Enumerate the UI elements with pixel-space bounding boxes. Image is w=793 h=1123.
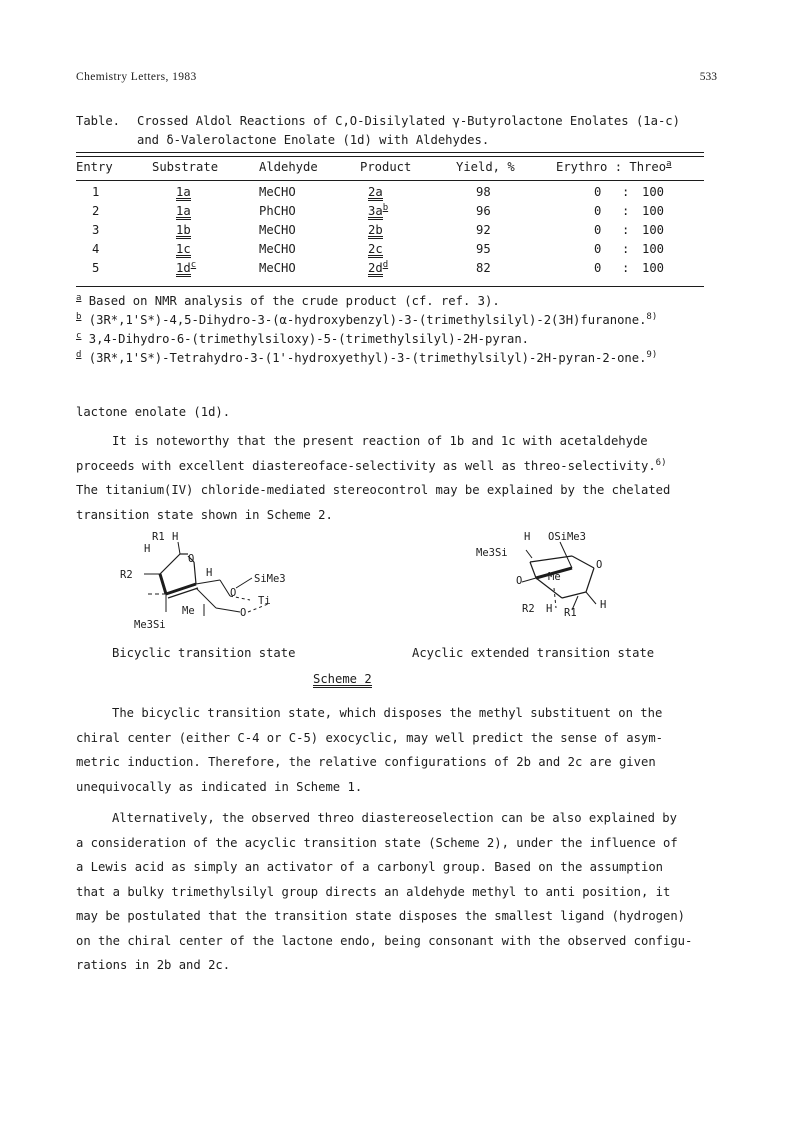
line-text: a consideration of the acyclic transition state (Scheme 2), under the influence of [76,835,678,850]
ratio-separator: : [622,204,630,218]
bicyclic-transition-state-structure [120,528,360,638]
cell-substrate [176,204,191,220]
line-text: It is noteworthy that the present reaction of 1b and 1c with acetaldehyde [112,434,648,448]
ratio-separator: : [622,261,630,275]
lbl-h2: H [546,603,553,615]
text-line [76,478,716,503]
text-line [76,855,716,880]
footnote-text: (3R*,1'S*)-Tetrahydro-3-(1'-hydroxyethyl)-3-(trimethylsilyl)-2H-pyran-2-one. [88,351,647,365]
cell-yield: 96 [476,204,491,218]
lbl-o1: O [230,587,237,599]
text-line [76,726,716,751]
journal-name: Chemistry Letters, 1983 [76,71,197,83]
product-code: 2a [368,185,383,199]
footnote-mark-a: a [666,158,672,169]
cell-entry: 2 [92,204,100,218]
substrate-code: 1c [176,242,191,256]
cell-erythro: 0 [594,242,602,256]
cell-yield: 92 [476,223,491,237]
line-text: on the chiral center of the lactone endo, being consonant with the observed configu- [76,933,693,948]
lbl-r1: R1 [152,531,165,543]
cell-substrate [176,223,191,239]
cell-erythro: 0 [594,261,602,275]
footnote-d [76,351,657,365]
lbl-osime3: OSiMe3 [548,531,586,543]
cell-aldehyde: PhCHO [259,204,296,218]
product-code: 2c [368,242,383,256]
cell-erythro: 0 [594,223,602,237]
lbl-h-mid: H [206,567,213,579]
ratio-separator: : [622,185,630,199]
line-text: The bicyclic transition state, which disposes the methyl substituent on the [112,706,663,720]
substrate-code: 1b [176,223,191,237]
lbl-o-ring-r: O [596,559,603,571]
scheme-title: Scheme 2 [313,672,372,686]
page-number: 533 [699,71,717,83]
line-text: metric induction. Therefore, the relative configurations of 2b and 2c are given [76,755,656,769]
text-line [76,904,716,929]
cell-erythro: 0 [594,204,602,218]
col-substrate: Substrate [152,160,219,174]
cell-entry: 5 [92,261,100,275]
cell-threo: 100 [642,204,665,218]
cell-entry: 3 [92,223,100,237]
cell-substrate [176,261,196,277]
lbl-r2: R2 [120,569,133,581]
lbl-h-top: H [172,531,179,543]
line-text: may be postulated that the transition state disposes the smallest ligand (hydrogen) [76,909,686,923]
footnote-ref: 8) [646,311,658,322]
lbl-o-ring: O [188,553,195,565]
product-code: 3a [368,204,383,218]
lbl-ti: Ti [258,595,271,607]
footnote-mark: a [76,292,82,303]
lbl-h-left: H [144,543,151,555]
cell-yield: 98 [476,185,491,199]
col-entry: Entry [76,160,113,174]
table-label: Table. [76,114,121,128]
cell-product [368,185,383,201]
line-text: The titanium(IV) chloride-mediated stereocontrol may be explained by the chelated [76,483,671,497]
text-line [76,953,716,978]
lbl-me: Me [182,605,195,617]
cell-aldehyde: MeCHO [259,185,296,199]
cell-aldehyde: MeCHO [259,261,296,275]
ratio-separator: : [622,242,630,256]
caption-line-2: and δ-Valerolactone Enolate (1d) with Aldehydes. [137,133,490,147]
footnote-c [76,332,529,346]
text-line [76,831,716,856]
lbl-h3: H [600,599,607,611]
table-header-rule [76,180,704,181]
cell-substrate [176,185,191,201]
text-line [112,806,752,831]
table-row [76,242,704,261]
cell-product [368,223,383,239]
cell-product [368,261,388,277]
cell-threo: 100 [642,185,665,199]
text-line [112,701,752,726]
left-scheme-caption: Bicyclic transition state [112,646,296,660]
cell-product [368,204,388,220]
line-text: unequivocally as indicated in Scheme 1. [76,779,363,794]
lbl-me3si-r: Me3Si [476,547,508,559]
cell-product [368,242,383,258]
table-row [76,185,704,204]
acyclic-transition-state-structure [476,528,656,628]
table-row [76,204,704,223]
cell-entry: 4 [92,242,100,256]
table-top-rule [76,152,704,153]
cell-aldehyde: MeCHO [259,223,296,237]
substrate-code: 1a [176,204,191,218]
footnote-mark: b [76,311,82,322]
text-line [112,429,752,454]
substrate-code: 1a [176,185,191,199]
footnote-text: (3R*,1'S*)-4,5-Dihydro-3-(α-hydroxybenzyl)-3-(trimethylsilyl)-2(3H)furanone. [88,313,647,327]
lbl-o-carb: O [516,575,523,587]
product-code: 2b [368,223,383,237]
cell-threo: 100 [642,261,665,275]
footnote-mark: b [382,202,389,213]
footnote-mark: c [190,259,197,270]
footnote-ref: 9) [646,349,658,360]
lbl-h: H [524,531,531,543]
footnote-text: Based on NMR analysis of the crude product (cf. ref. 3). [88,294,500,308]
col-product: Product [360,160,412,174]
cell-yield: 95 [476,242,491,256]
right-scheme-caption: Acyclic extended transition state [412,646,655,660]
footnote-text: 3,4-Dihydro-6-(trimethylsiloxy)-5-(trimethylsilyl)-2H-pyran. [88,332,530,346]
substrate-code: 1d [176,261,191,275]
line-text: transition state shown in Scheme 2. [76,507,333,522]
cell-substrate [176,242,191,258]
col-aldehyde: Aldehyde [259,160,318,174]
lbl-r2-r: R2 [522,603,535,615]
text-line [76,880,716,905]
text-line [76,750,716,775]
lbl-r1-r: R1 [564,607,577,619]
footnote-a [76,294,500,308]
table-row [76,261,704,280]
col-yield: Yield, % [456,160,515,174]
line-text: a Lewis acid as simply an activator of a carbonyl group. Based on the assumption [76,860,663,874]
cell-erythro: 0 [594,185,602,199]
text-line [76,454,716,479]
cell-entry: 1 [92,185,100,199]
line-text: that a bulky trimethylsilyl group directs an aldehyde methyl to anti position, it [76,884,671,899]
running-header [76,71,717,89]
table-row [76,223,704,242]
footnote-mark: d [76,349,82,360]
paragraph-1: lactone enolate (1d). [76,405,231,419]
footnote-mark: c [76,330,82,341]
cell-yield: 82 [476,261,491,275]
lbl-me3si: Me3Si [134,619,166,631]
citation-ref: 6) [655,457,667,468]
table-bottom-rule [76,286,704,287]
footnote-b [76,313,657,327]
cell-threo: 100 [642,242,665,256]
text-line [76,503,716,528]
line-text: rations in 2b and 2c. [76,958,231,972]
lbl-o2: O [240,607,247,619]
cell-threo: 100 [642,223,665,237]
text-line [76,775,716,800]
product-code: 2d [368,261,383,275]
caption-line-1: Crossed Aldol Reactions of C,O-Disilylated γ-Butyrolactone Enolates (1a-c) [137,114,680,128]
line-text: chiral center (either C-4 or C-5) exocyclic, may well predict the sense of asym- [76,730,663,745]
ratio-separator: : [622,223,630,237]
text-line [76,929,716,954]
line-text: proceeds with excellent diastereoface-selectivity as well as threo-selectivity. [76,458,656,473]
line-text: Alternatively, the observed threo diastereoselection can be also explained by [112,811,677,825]
table-top-rule-2 [76,156,704,157]
lbl-sime3: SiMe3 [254,573,286,585]
lbl-me-r: Me [548,571,561,583]
cell-aldehyde: MeCHO [259,242,296,256]
footnote-mark: d [382,259,389,270]
col-ratio: Erythro : Threo$^a$ [556,158,672,174]
